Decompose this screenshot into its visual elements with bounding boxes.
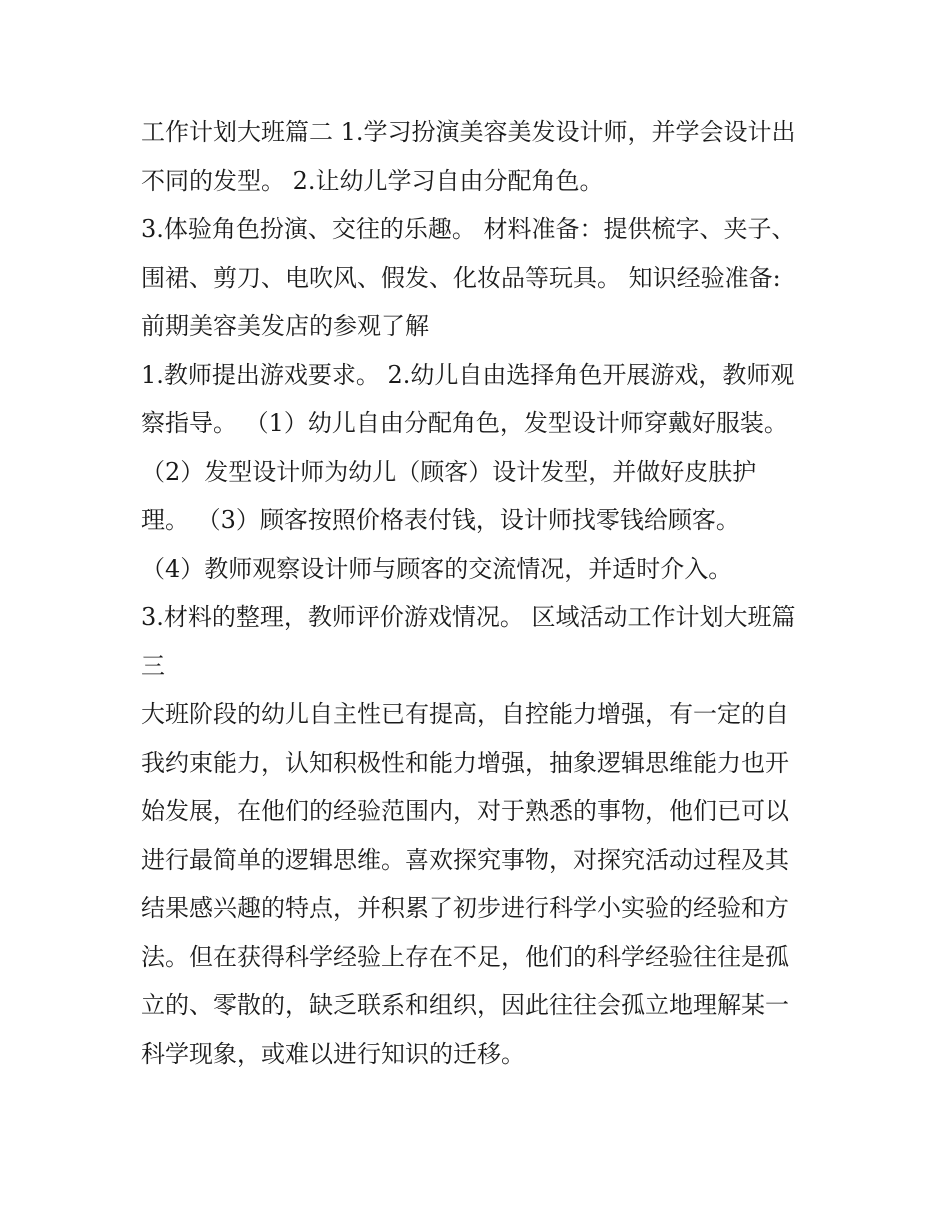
text-line: 察指导。 （1）幼儿自由分配角色，发型设计师穿戴好服装。 [141, 409, 788, 437]
text-line: 进行最简单的逻辑思维。喜欢探究事物，对探究活动过程及其 [141, 845, 789, 874]
text-line: 工作计划大班篇二 1.学习扮演美容美发设计师，并学会设计出 [141, 118, 796, 146]
text-line: 大班阶段的幼儿自主性已有提高，自控能力增强，有一定的自 [141, 700, 789, 728]
text-line: （2）发型设计师为幼儿（顾客）设计发型，并做好皮肤护 [141, 457, 757, 486]
text-line: 法。但在获得科学经验上存在不足，他们的科学经验往往是孤 [141, 942, 789, 971]
text-line: 3.体验角色扮演、交往的乐趣。 材料准备：提供梳字、夹子、 [141, 215, 796, 243]
text-line: 结果感兴趣的特点，并积累了初步进行科学小实验的经验和方 [141, 894, 789, 922]
text-line: 围裙、剪刀、电吹风、假发、化妆品等玩具。 知识经验准备: [141, 263, 781, 292]
text-line: 前期美容美发店的参观了解 [141, 312, 429, 340]
text-line: 不同的发型。 2.让幼儿学习自由分配角色。 [141, 166, 604, 195]
text-line: 三 [141, 651, 165, 680]
text-line: （4）教师观察设计师与顾客的交流情况，并适时介入。 [141, 554, 733, 583]
document-body [141, 108, 821, 1078]
text-line: 立的、零散的，缺乏联系和组织，因此往往会孤立地理解某一 [141, 991, 789, 1019]
text-line: 1.教师提出游戏要求。 2.幼儿自由选择角色开展游戏，教师观 [141, 360, 795, 389]
text-line: 理。 （3）顾客按照价格表付钱，设计师找零钱给顾客。 [141, 506, 740, 534]
text-line: 始发展，在他们的经验范围内，对于熟悉的事物，他们已可以 [141, 797, 789, 825]
text-line: 我约束能力，认知积极性和能力增强，抽象逻辑思维能力也开 [141, 748, 789, 777]
text-line: 科学现象，或难以进行知识的迁移。 [141, 1039, 525, 1068]
text-line: 3.材料的整理，教师评价游戏情况。 区域活动工作计划大班篇 [141, 603, 796, 631]
